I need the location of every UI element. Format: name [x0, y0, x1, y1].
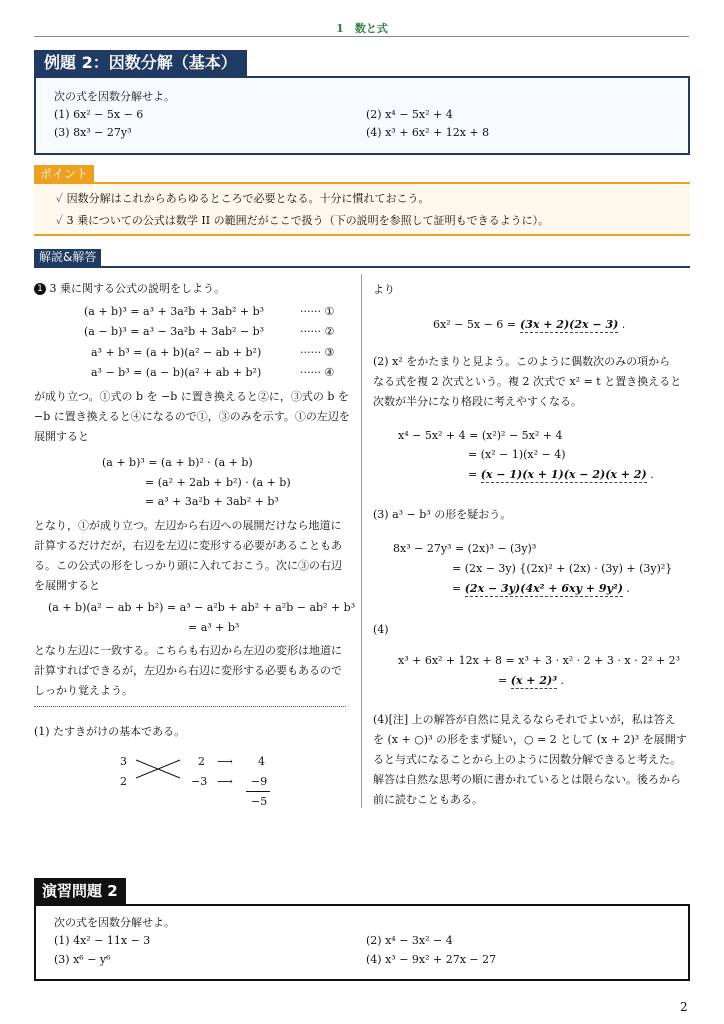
exercise-problem-3: (3) x⁶ − y⁶	[54, 953, 111, 966]
formula-2-tag: ······ ②	[300, 325, 335, 338]
formula-1: (a + b)³ = a³ + 3a²b + 3ab² + b³	[84, 305, 265, 318]
formula-2: (a − b)³ = a³ − 3a²b + 3ab² − b³	[84, 325, 265, 338]
problem-2-text: (2) x² をかたまりと見よう。このように偶数次のみの項から なる式を複 2 次式という。複 2 次式で x² = t と置き換えると 次数が半分になり格段に考えやすくなる。	[373, 355, 682, 408]
eq4-line-1: x³ + 6x² + 12x + 8 = x³ + 3 · x² · 2 + 3 · x · 2² + 2³	[398, 654, 681, 667]
formula-3-tag: ······ ③	[300, 346, 335, 359]
eq2-line-1: x⁴ − 5x² + 4 = (x²)² − 5x² + 4	[398, 429, 563, 442]
example-box	[34, 76, 690, 155]
problem-1-intro: (1) たすきがけの基本である。	[34, 725, 186, 738]
example-title: 例題 2：因数分解（基本）	[34, 50, 247, 76]
point-box	[34, 182, 690, 236]
point-item-1: ✓ 因数分解はこれからあらゆるところで必要となる。十分に慣れておこう。	[56, 192, 430, 205]
cross-r2-c: −9	[251, 775, 268, 788]
example-problem-4: (4) x³ + 6x² + 12x + 8	[366, 126, 490, 139]
cross-lines	[134, 757, 182, 781]
formula-3: a³ + b³ = (a + b)(a² − ab + b²)	[91, 346, 262, 359]
cross-r2-arrow: ⟶	[217, 775, 233, 788]
cross-r1-c: 4	[258, 755, 265, 768]
paragraph-3: となり左辺に一致する。こちらも右辺から左辺の変形は地道に 計算すればできるが，左辺から右辺に変形する必要もあるので しっかり覚えよう。	[34, 644, 342, 697]
exercise-instruction: 次の式を因数分解せよ。	[54, 916, 175, 929]
answer-1: (3x + 2)(2x − 3) .	[520, 318, 626, 331]
exercise-problem-1: (1) 4x² − 11x − 3	[54, 934, 151, 947]
cross-r2-a: 2	[120, 775, 127, 788]
answer-4: (x + 2)³	[510, 674, 558, 687]
exercise-title: 演習問題 2	[34, 878, 126, 904]
column-divider	[361, 274, 362, 808]
formula-1-tag: ······ ①	[300, 305, 335, 318]
eq4-line-2: = (x + 2)³ .	[498, 674, 565, 687]
note-text: (4)[注] 上の解答が自然に見えるならそれでよいが，私は答え を (x + ○)³ の形をまず疑い，○ = 2 として (x + 2)³ を展開す ると与式になることから上のように因数分解できると考えた。 解答は自然な思考の順に書かれているとは限らない。後ろから 前に読むこともある。	[373, 713, 687, 806]
eq3-line-1: 8x³ − 27y³ = (2x)³ − (3y)³	[393, 542, 537, 555]
chapter-heading: 1 数と式	[336, 22, 388, 35]
example-instruction: 次の式を因数分解せよ。	[54, 90, 175, 103]
expand-1-line-2: = (a² + 2ab + b²) · (a + b)	[145, 476, 291, 489]
page-number: 2	[680, 1000, 688, 1014]
yori-text: より	[373, 283, 395, 296]
eq2-line-2: = (x² − 1)(x² − 4)	[468, 448, 566, 461]
check-icon: ✓	[56, 192, 64, 205]
solution-rule	[34, 266, 690, 268]
check-icon: ✓	[56, 214, 64, 227]
cross-r2-b: −3	[191, 775, 208, 788]
problem-3-text: (3) a³ − b³ の形を疑おう。	[373, 508, 512, 521]
cross-r1-arrow: ⟶	[217, 755, 233, 768]
expand-2-line-1: (a + b)(a² − ab + b²) = a³ − a²b + ab² + a²b − ab² + b³	[48, 601, 356, 614]
exercise-problem-4: (4) x³ − 9x² + 27x − 27	[366, 953, 497, 966]
point-label: ポイント	[34, 165, 94, 183]
cross-sum: −5	[251, 795, 268, 808]
expand-1-line-3: = a³ + 3a²b + 3ab² + b³	[145, 495, 279, 508]
expand-2-line-2: = a³ + b³	[188, 621, 240, 634]
answer-2: (x − 1)(x + 1)(x − 2)(x + 2)	[480, 468, 647, 481]
formula-4-tag: ······ ④	[300, 366, 335, 379]
example-problem-2: (2) x⁴ − 5x² + 4	[366, 108, 453, 121]
paragraph-2: となり，①が成り立つ。左辺から右辺への展開だけなら地道に 計算するだけだが，右辺を左辺に変形する必要があることもあ る。この公式の形をしっかり頭に入れておこう。次に③の右辺 を展開すると	[34, 519, 342, 592]
sum-rule	[246, 791, 270, 792]
solution-label: 解説&解答	[34, 249, 101, 266]
answer-1-lhs: 6x² − 5x − 6 =	[433, 318, 516, 331]
exercise-problem-2: (2) x⁴ − 3x² − 4	[366, 934, 453, 947]
point-item-2: ✓ 3 乗についての公式は数学 II の範囲だがここで扱う（下の説明を参照して証明もできるように）。	[56, 214, 550, 227]
eq3-line-2: = (2x − 3y) {(2x)² + (2x) · (3y) + (3y)²}	[452, 562, 673, 575]
eq2-line-3: = (x − 1)(x + 1)(x − 2)(x + 2) .	[468, 468, 654, 481]
solution-intro: 1 3 乗に関する公式の説明をしよう。	[34, 280, 225, 298]
exercise-box	[34, 904, 690, 981]
eq3-line-3: = (2x − 3y)(4x² + 6xy + 9y²) .	[452, 582, 630, 595]
expand-1-line-1: (a + b)³ = (a + b)² · (a + b)	[102, 456, 253, 469]
paragraph-1: が成り立つ。①式の b を −b に置き換えると②に，③式の b を −b に置き換えると④になるので①，③のみを示す。①の左辺を 展開すると	[34, 390, 350, 443]
dotted-separator	[34, 706, 346, 707]
bullet-one-icon: 1	[34, 283, 46, 295]
cross-r1-b: 2	[198, 755, 205, 768]
example-problem-3: (3) 8x³ − 27y³	[54, 126, 132, 139]
answer-3: (2x − 3y)(4x² + 6xy + 9y²)	[464, 582, 623, 595]
example-problem-1: (1) 6x² − 5x − 6	[54, 108, 144, 121]
problem-4-text: (4)	[373, 623, 389, 636]
formula-4: a³ − b³ = (a − b)(a² + ab + b²)	[91, 366, 262, 379]
cross-r1-a: 3	[120, 755, 127, 768]
header-rule	[34, 36, 689, 37]
